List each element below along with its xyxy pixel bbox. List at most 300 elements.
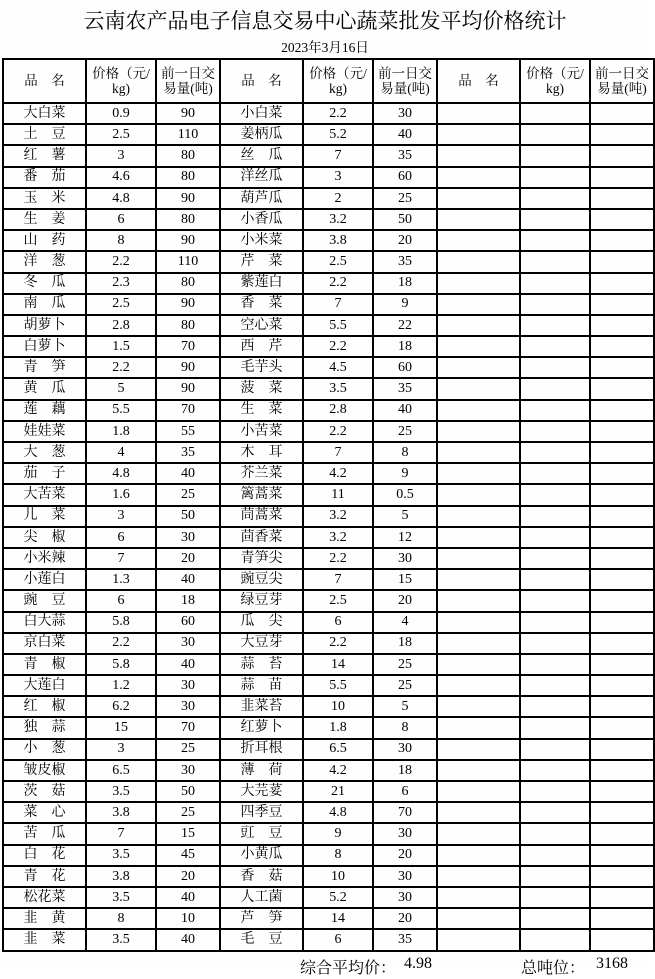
volume-cell: 4 bbox=[373, 612, 437, 633]
price-cell: 7 bbox=[303, 569, 373, 590]
price-cell: 10 bbox=[303, 696, 373, 717]
volume-cell: 25 bbox=[156, 484, 220, 505]
price-cell bbox=[520, 887, 590, 908]
col-header-volume: 前一日交易量(吨) bbox=[590, 59, 654, 103]
price-cell bbox=[520, 167, 590, 188]
product-name-cell: 芹 菜 bbox=[220, 251, 303, 272]
volume-cell bbox=[590, 167, 654, 188]
price-cell: 2.2 bbox=[303, 548, 373, 569]
price-cell bbox=[520, 739, 590, 760]
average-price-value: 4.98 bbox=[404, 955, 432, 972]
volume-cell bbox=[590, 400, 654, 421]
product-name-cell: 菜 心 bbox=[3, 802, 86, 823]
header-row bbox=[3, 59, 654, 103]
product-name-cell: 韭菜苔 bbox=[220, 696, 303, 717]
volume-cell: 18 bbox=[156, 590, 220, 611]
product-name-cell: 松花菜 bbox=[3, 887, 86, 908]
price-cell bbox=[520, 124, 590, 145]
product-name-cell bbox=[437, 590, 520, 611]
product-name-cell: 小莲白 bbox=[3, 569, 86, 590]
volume-cell: 80 bbox=[156, 209, 220, 230]
product-name-cell: 皱皮椒 bbox=[3, 760, 86, 781]
product-name-cell: 空心菜 bbox=[220, 315, 303, 336]
product-name-cell: 茄 子 bbox=[3, 463, 86, 484]
volume-cell: 80 bbox=[156, 145, 220, 166]
product-name-cell: 白 花 bbox=[3, 845, 86, 866]
product-name-cell: 韭 黄 bbox=[3, 908, 86, 929]
volume-cell: 12 bbox=[373, 527, 437, 548]
product-name-cell bbox=[437, 929, 520, 951]
volume-cell: 5 bbox=[373, 696, 437, 717]
average-price-label: 综合平均价： bbox=[300, 960, 397, 977]
total-tonnage-label: 总吨位： bbox=[521, 960, 586, 977]
price-cell: 6 bbox=[86, 527, 156, 548]
volume-cell: 8 bbox=[373, 717, 437, 738]
price-cell: 4.2 bbox=[303, 760, 373, 781]
table-row bbox=[3, 209, 654, 230]
table-row bbox=[3, 463, 654, 484]
volume-cell: 90 bbox=[156, 188, 220, 209]
volume-cell bbox=[590, 781, 654, 802]
volume-cell bbox=[590, 188, 654, 209]
volume-cell: 30 bbox=[373, 103, 437, 124]
volume-cell: 40 bbox=[156, 887, 220, 908]
price-cell: 2.2 bbox=[303, 633, 373, 654]
price-cell: 4.8 bbox=[303, 802, 373, 823]
table-row bbox=[3, 908, 654, 929]
volume-cell bbox=[590, 506, 654, 527]
price-cell: 4 bbox=[86, 442, 156, 463]
volume-cell bbox=[590, 887, 654, 908]
product-name-cell bbox=[437, 866, 520, 887]
volume-cell bbox=[590, 569, 654, 590]
volume-cell: 30 bbox=[373, 548, 437, 569]
price-cell: 7 bbox=[303, 442, 373, 463]
product-name-cell: 葫芦瓜 bbox=[220, 188, 303, 209]
volume-cell: 9 bbox=[373, 463, 437, 484]
volume-cell: 110 bbox=[156, 124, 220, 145]
volume-cell bbox=[590, 357, 654, 378]
volume-cell: 40 bbox=[156, 463, 220, 484]
volume-cell: 40 bbox=[156, 654, 220, 675]
volume-cell: 5 bbox=[373, 506, 437, 527]
product-name-cell bbox=[437, 463, 520, 484]
volume-cell bbox=[590, 421, 654, 442]
volume-cell: 20 bbox=[156, 548, 220, 569]
price-cell: 5.5 bbox=[86, 400, 156, 421]
table-row bbox=[3, 251, 654, 272]
price-cell bbox=[520, 548, 590, 569]
volume-cell bbox=[590, 336, 654, 357]
product-name-cell: 蒜 苗 bbox=[220, 675, 303, 696]
product-name-cell: 苦 瓜 bbox=[3, 823, 86, 844]
price-cell bbox=[520, 442, 590, 463]
product-name-cell bbox=[437, 124, 520, 145]
product-name-cell bbox=[437, 484, 520, 505]
volume-cell: 70 bbox=[156, 400, 220, 421]
price-cell bbox=[520, 675, 590, 696]
price-cell bbox=[520, 527, 590, 548]
volume-cell bbox=[590, 315, 654, 336]
volume-cell: 35 bbox=[373, 929, 437, 951]
volume-cell bbox=[590, 760, 654, 781]
product-name-cell bbox=[437, 845, 520, 866]
table-row bbox=[3, 294, 654, 315]
report-date: 2023年3月16日 bbox=[281, 40, 369, 55]
product-name-cell bbox=[437, 696, 520, 717]
product-name-cell bbox=[437, 294, 520, 315]
product-name-cell: 小白菜 bbox=[220, 103, 303, 124]
table-row bbox=[3, 654, 654, 675]
product-name-cell: 姜柄瓜 bbox=[220, 124, 303, 145]
product-name-cell: 小黄瓜 bbox=[220, 845, 303, 866]
price-cell: 2.5 bbox=[303, 590, 373, 611]
product-name-cell: 瓜 尖 bbox=[220, 612, 303, 633]
price-cell: 4.8 bbox=[86, 188, 156, 209]
product-name-cell: 毛芋头 bbox=[220, 357, 303, 378]
table-row bbox=[3, 506, 654, 527]
price-cell: 5.2 bbox=[303, 887, 373, 908]
product-name-cell: 丝 瓜 bbox=[220, 145, 303, 166]
table-row bbox=[3, 527, 654, 548]
price-cell: 9 bbox=[303, 823, 373, 844]
price-cell: 2.8 bbox=[303, 400, 373, 421]
volume-cell bbox=[590, 251, 654, 272]
product-name-cell bbox=[437, 103, 520, 124]
volume-cell bbox=[590, 654, 654, 675]
price-cell bbox=[520, 145, 590, 166]
price-cell: 11 bbox=[303, 484, 373, 505]
product-name-cell: 娃娃菜 bbox=[3, 421, 86, 442]
price-cell bbox=[520, 569, 590, 590]
price-cell bbox=[520, 696, 590, 717]
table-row bbox=[3, 315, 654, 336]
price-cell: 3.2 bbox=[303, 506, 373, 527]
volume-cell bbox=[590, 590, 654, 611]
product-name-cell: 篱蒿菜 bbox=[220, 484, 303, 505]
price-cell bbox=[520, 251, 590, 272]
price-table-body bbox=[3, 103, 654, 951]
price-cell: 5 bbox=[86, 378, 156, 399]
table-row bbox=[3, 357, 654, 378]
product-name-cell: 番 茄 bbox=[3, 167, 86, 188]
product-name-cell: 洋 葱 bbox=[3, 251, 86, 272]
table-row bbox=[3, 273, 654, 294]
price-cell bbox=[520, 400, 590, 421]
price-cell: 3.5 bbox=[86, 887, 156, 908]
price-cell bbox=[520, 612, 590, 633]
product-name-cell: 大白菜 bbox=[3, 103, 86, 124]
volume-cell: 35 bbox=[156, 442, 220, 463]
product-name-cell bbox=[437, 273, 520, 294]
product-name-cell: 南 瓜 bbox=[3, 294, 86, 315]
product-name-cell: 豌豆尖 bbox=[220, 569, 303, 590]
volume-cell bbox=[590, 675, 654, 696]
volume-cell: 0.5 bbox=[373, 484, 437, 505]
volume-cell: 110 bbox=[156, 251, 220, 272]
price-cell: 7 bbox=[86, 548, 156, 569]
volume-cell: 35 bbox=[373, 251, 437, 272]
volume-cell: 70 bbox=[156, 336, 220, 357]
price-cell: 3.8 bbox=[86, 866, 156, 887]
product-name-cell bbox=[437, 569, 520, 590]
volume-cell: 20 bbox=[373, 845, 437, 866]
price-cell bbox=[520, 633, 590, 654]
table-row bbox=[3, 929, 654, 951]
price-cell: 4.2 bbox=[303, 463, 373, 484]
product-name-cell: 芦 笋 bbox=[220, 908, 303, 929]
product-name-cell: 大 葱 bbox=[3, 442, 86, 463]
product-name-cell: 冬 瓜 bbox=[3, 273, 86, 294]
product-name-cell: 生 姜 bbox=[3, 209, 86, 230]
product-name-cell: 小苦菜 bbox=[220, 421, 303, 442]
price-cell: 2.5 bbox=[86, 294, 156, 315]
product-name-cell bbox=[437, 802, 520, 823]
volume-cell: 35 bbox=[373, 378, 437, 399]
product-name-cell bbox=[437, 336, 520, 357]
price-cell: 3.2 bbox=[303, 209, 373, 230]
volume-cell: 30 bbox=[373, 823, 437, 844]
product-name-cell: 茨 菇 bbox=[3, 781, 86, 802]
product-name-cell: 红 薯 bbox=[3, 145, 86, 166]
table-row bbox=[3, 675, 654, 696]
price-cell: 3.8 bbox=[303, 230, 373, 251]
price-table bbox=[2, 58, 655, 952]
price-cell: 2.2 bbox=[86, 357, 156, 378]
price-cell: 7 bbox=[86, 823, 156, 844]
price-cell: 6.5 bbox=[86, 760, 156, 781]
col-header-price: 价格（元/kg) bbox=[86, 59, 156, 103]
price-cell bbox=[520, 357, 590, 378]
volume-cell: 25 bbox=[373, 675, 437, 696]
price-cell: 3.5 bbox=[86, 845, 156, 866]
price-cell: 8 bbox=[86, 230, 156, 251]
volume-cell bbox=[590, 866, 654, 887]
price-cell bbox=[520, 823, 590, 844]
table-row bbox=[3, 845, 654, 866]
volume-cell bbox=[590, 442, 654, 463]
product-name-cell: 芥兰菜 bbox=[220, 463, 303, 484]
product-name-cell bbox=[437, 209, 520, 230]
price-cell: 5.2 bbox=[303, 124, 373, 145]
product-name-cell bbox=[437, 633, 520, 654]
price-cell bbox=[520, 484, 590, 505]
product-name-cell bbox=[437, 400, 520, 421]
product-name-cell bbox=[437, 145, 520, 166]
volume-cell: 25 bbox=[373, 421, 437, 442]
product-name-cell: 青笋尖 bbox=[220, 548, 303, 569]
table-row bbox=[3, 103, 654, 124]
volume-cell: 90 bbox=[156, 230, 220, 251]
volume-cell: 20 bbox=[373, 230, 437, 251]
price-cell: 6 bbox=[303, 929, 373, 951]
volume-cell bbox=[590, 929, 654, 951]
volume-cell: 18 bbox=[373, 633, 437, 654]
table-row bbox=[3, 124, 654, 145]
price-cell: 6.2 bbox=[86, 696, 156, 717]
price-cell bbox=[520, 908, 590, 929]
price-cell: 2.2 bbox=[86, 251, 156, 272]
volume-cell: 55 bbox=[156, 421, 220, 442]
product-name-cell: 薄 荷 bbox=[220, 760, 303, 781]
product-name-cell bbox=[437, 548, 520, 569]
product-name-cell: 茴香菜 bbox=[220, 527, 303, 548]
product-name-cell: 韭 菜 bbox=[3, 929, 86, 951]
price-cell: 3 bbox=[86, 739, 156, 760]
volume-cell bbox=[590, 230, 654, 251]
product-name-cell: 四季豆 bbox=[220, 802, 303, 823]
product-name-cell bbox=[437, 781, 520, 802]
price-cell bbox=[520, 315, 590, 336]
col-header-price: 价格（元/kg) bbox=[520, 59, 590, 103]
price-cell: 6.5 bbox=[303, 739, 373, 760]
volume-cell: 90 bbox=[156, 103, 220, 124]
product-name-cell: 青 椒 bbox=[3, 654, 86, 675]
volume-cell: 60 bbox=[373, 167, 437, 188]
price-cell: 2.2 bbox=[303, 421, 373, 442]
price-cell: 3.2 bbox=[303, 527, 373, 548]
product-name-cell: 茼蒿菜 bbox=[220, 506, 303, 527]
product-name-cell bbox=[437, 188, 520, 209]
volume-cell: 50 bbox=[156, 506, 220, 527]
volume-cell: 18 bbox=[373, 273, 437, 294]
price-cell: 6 bbox=[86, 209, 156, 230]
table-row bbox=[3, 739, 654, 760]
product-name-cell: 洋丝瓜 bbox=[220, 167, 303, 188]
price-cell bbox=[520, 760, 590, 781]
volume-cell: 90 bbox=[156, 294, 220, 315]
price-cell bbox=[520, 421, 590, 442]
price-cell: 0.9 bbox=[86, 103, 156, 124]
volume-cell: 30 bbox=[156, 633, 220, 654]
product-name-cell: 小米菜 bbox=[220, 230, 303, 251]
volume-cell bbox=[590, 378, 654, 399]
volume-cell bbox=[590, 908, 654, 929]
price-cell: 2.2 bbox=[303, 336, 373, 357]
volume-cell: 80 bbox=[156, 167, 220, 188]
col-header-product-name: 品 名 bbox=[220, 59, 303, 103]
price-cell: 4.8 bbox=[86, 463, 156, 484]
summary-footer bbox=[0, 955, 650, 979]
table-row bbox=[3, 548, 654, 569]
product-name-cell bbox=[437, 230, 520, 251]
product-name-cell: 西 芹 bbox=[220, 336, 303, 357]
volume-cell: 40 bbox=[156, 929, 220, 951]
volume-cell bbox=[590, 124, 654, 145]
volume-cell: 40 bbox=[373, 400, 437, 421]
price-cell bbox=[520, 929, 590, 951]
volume-cell: 30 bbox=[373, 887, 437, 908]
volume-cell bbox=[590, 823, 654, 844]
volume-cell bbox=[590, 463, 654, 484]
col-header-price: 价格（元/kg) bbox=[303, 59, 373, 103]
volume-cell bbox=[590, 527, 654, 548]
product-name-cell bbox=[437, 357, 520, 378]
product-name-cell: 紫莲白 bbox=[220, 273, 303, 294]
price-cell: 2.5 bbox=[86, 124, 156, 145]
price-cell: 5.8 bbox=[86, 654, 156, 675]
product-name-cell: 菠 菜 bbox=[220, 378, 303, 399]
col-header-volume: 前一日交易量(吨) bbox=[373, 59, 437, 103]
price-cell: 1.3 bbox=[86, 569, 156, 590]
product-name-cell: 莲 藕 bbox=[3, 400, 86, 421]
product-name-cell bbox=[437, 675, 520, 696]
price-cell bbox=[520, 845, 590, 866]
price-cell bbox=[520, 802, 590, 823]
price-cell: 1.5 bbox=[86, 336, 156, 357]
product-name-cell: 青 花 bbox=[3, 866, 86, 887]
price-cell: 2.2 bbox=[86, 633, 156, 654]
volume-cell bbox=[590, 273, 654, 294]
volume-cell: 25 bbox=[156, 739, 220, 760]
table-row bbox=[3, 230, 654, 251]
page-title: 云南农产品电子信息交易中心蔬菜批发平均价格统计 bbox=[83, 9, 567, 33]
price-cell bbox=[520, 654, 590, 675]
volume-cell bbox=[590, 145, 654, 166]
price-cell: 2.2 bbox=[303, 273, 373, 294]
product-name-cell: 绿豆芽 bbox=[220, 590, 303, 611]
product-name-cell: 山 药 bbox=[3, 230, 86, 251]
product-name-cell: 生 菜 bbox=[220, 400, 303, 421]
volume-cell bbox=[590, 633, 654, 654]
volume-cell: 30 bbox=[373, 866, 437, 887]
product-name-cell: 白大蒜 bbox=[3, 612, 86, 633]
volume-cell bbox=[590, 845, 654, 866]
volume-cell bbox=[590, 612, 654, 633]
product-name-cell: 土 豆 bbox=[3, 124, 86, 145]
price-cell bbox=[520, 781, 590, 802]
volume-cell: 9 bbox=[373, 294, 437, 315]
price-cell: 2.2 bbox=[303, 103, 373, 124]
volume-cell bbox=[590, 484, 654, 505]
table-row bbox=[3, 336, 654, 357]
product-name-cell: 小 葱 bbox=[3, 739, 86, 760]
product-name-cell: 大苦菜 bbox=[3, 484, 86, 505]
volume-cell: 30 bbox=[156, 675, 220, 696]
volume-cell bbox=[590, 209, 654, 230]
product-name-cell: 青 笋 bbox=[3, 357, 86, 378]
product-name-cell: 木 耳 bbox=[220, 442, 303, 463]
product-name-cell bbox=[437, 823, 520, 844]
product-name-cell: 小香瓜 bbox=[220, 209, 303, 230]
table-row bbox=[3, 442, 654, 463]
price-cell: 6 bbox=[303, 612, 373, 633]
price-cell: 21 bbox=[303, 781, 373, 802]
product-name-cell: 毛 豆 bbox=[220, 929, 303, 951]
price-cell: 14 bbox=[303, 908, 373, 929]
price-cell: 10 bbox=[303, 866, 373, 887]
volume-cell: 15 bbox=[373, 569, 437, 590]
table-row bbox=[3, 802, 654, 823]
volume-cell: 25 bbox=[373, 188, 437, 209]
price-cell bbox=[520, 273, 590, 294]
col-header-product-name: 品 名 bbox=[3, 59, 86, 103]
volume-cell: 20 bbox=[373, 908, 437, 929]
price-cell: 8 bbox=[303, 845, 373, 866]
price-cell: 1.2 bbox=[86, 675, 156, 696]
product-name-cell: 蒜 苔 bbox=[220, 654, 303, 675]
table-row bbox=[3, 866, 654, 887]
price-cell: 3.5 bbox=[303, 378, 373, 399]
product-name-cell bbox=[437, 442, 520, 463]
volume-cell: 25 bbox=[373, 654, 437, 675]
volume-cell bbox=[590, 294, 654, 315]
product-name-cell: 玉 米 bbox=[3, 188, 86, 209]
volume-cell: 35 bbox=[373, 145, 437, 166]
product-name-cell: 儿 菜 bbox=[3, 506, 86, 527]
price-cell bbox=[520, 209, 590, 230]
price-cell: 1.6 bbox=[86, 484, 156, 505]
